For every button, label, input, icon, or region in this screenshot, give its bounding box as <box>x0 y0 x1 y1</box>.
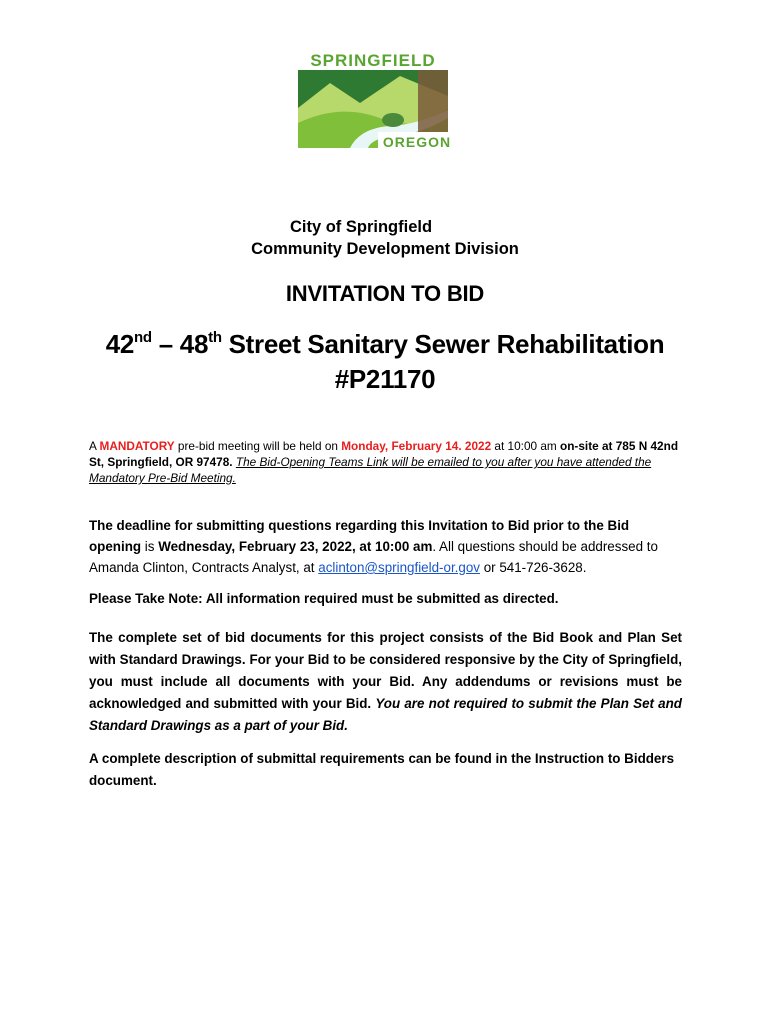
springfield-oregon-logo <box>290 48 456 150</box>
mandatory-label: MANDATORY <box>99 439 175 453</box>
logo-bottom-text: OREGON <box>382 134 452 150</box>
meeting-date: Monday, February 14. 2022 <box>341 439 492 453</box>
contact-email-link[interactable]: aclinton@springfield-or.gov <box>318 560 480 575</box>
project-name: 42nd – 48th Street Sanitary Sewer Rehabilitation <box>105 329 665 359</box>
questions-deadline-paragraph: The deadline for submitting questions regarding this Invitation to Bid prior to the Bid opening is Wednesday, February 23, 2022, at 10:00 am. All questions should be addressed to Amanda Clinton, Contracts Analyst, at aclinton@springfield-or.gov or 541-726-3628. <box>89 518 658 575</box>
prebid-meeting-paragraph: A MANDATORY pre-bid meeting will be held on Monday, February 14. 2022 at 10:00 am on-site at 785 N 42nd St, Springfield, OR 97478. The Bid-Opening Teams Link will be emailed to you after you have attended the Mandatory Pre-Bid Meeting. <box>89 439 679 485</box>
plan-set-note: You are not required to submit the Plan Set and Standard Drawings as a part of your Bid. <box>89 696 682 733</box>
document-title: INVITATION TO BID <box>285 281 485 306</box>
bid-documents-paragraph: The complete set of bid documents for this project consists of the Bid Book and Plan Set with Standard Drawings. For your Bid to be considered responsive by the City of Springfield, you must include all documents with your Bid. Any addendums or revisions must be acknowledged and submitted with your Bid. You are not required to submit the Plan Set and Standard Drawings as a part of your Bid. <box>89 630 682 733</box>
take-note-paragraph: Please Take Note: All information required must be submitted as directed. <box>89 591 559 606</box>
logo-top-text: SPRINGFIELD <box>310 51 436 70</box>
city-name: City of Springfield <box>289 218 433 236</box>
submittal-description-paragraph: A complete description of submittal requirements can be found in the Instruction to Bidders document. <box>89 751 675 788</box>
division-name: Community Development Division <box>251 240 519 258</box>
logo-leaf-icon <box>382 113 404 127</box>
teams-link-note: The Bid-Opening Teams Link will be emailed to you after you have attended the Mandatory Pre-Bid Meeting. <box>89 455 652 485</box>
meeting-location: on-site at 785 N 42nd St, Springfield, OR 97478. <box>89 439 679 469</box>
deadline-date: Wednesday, February 23, 2022, at 10:00 am <box>158 539 433 554</box>
division-header <box>0 216 770 260</box>
project-number: #P21170 <box>334 364 436 394</box>
project-title <box>0 327 770 397</box>
